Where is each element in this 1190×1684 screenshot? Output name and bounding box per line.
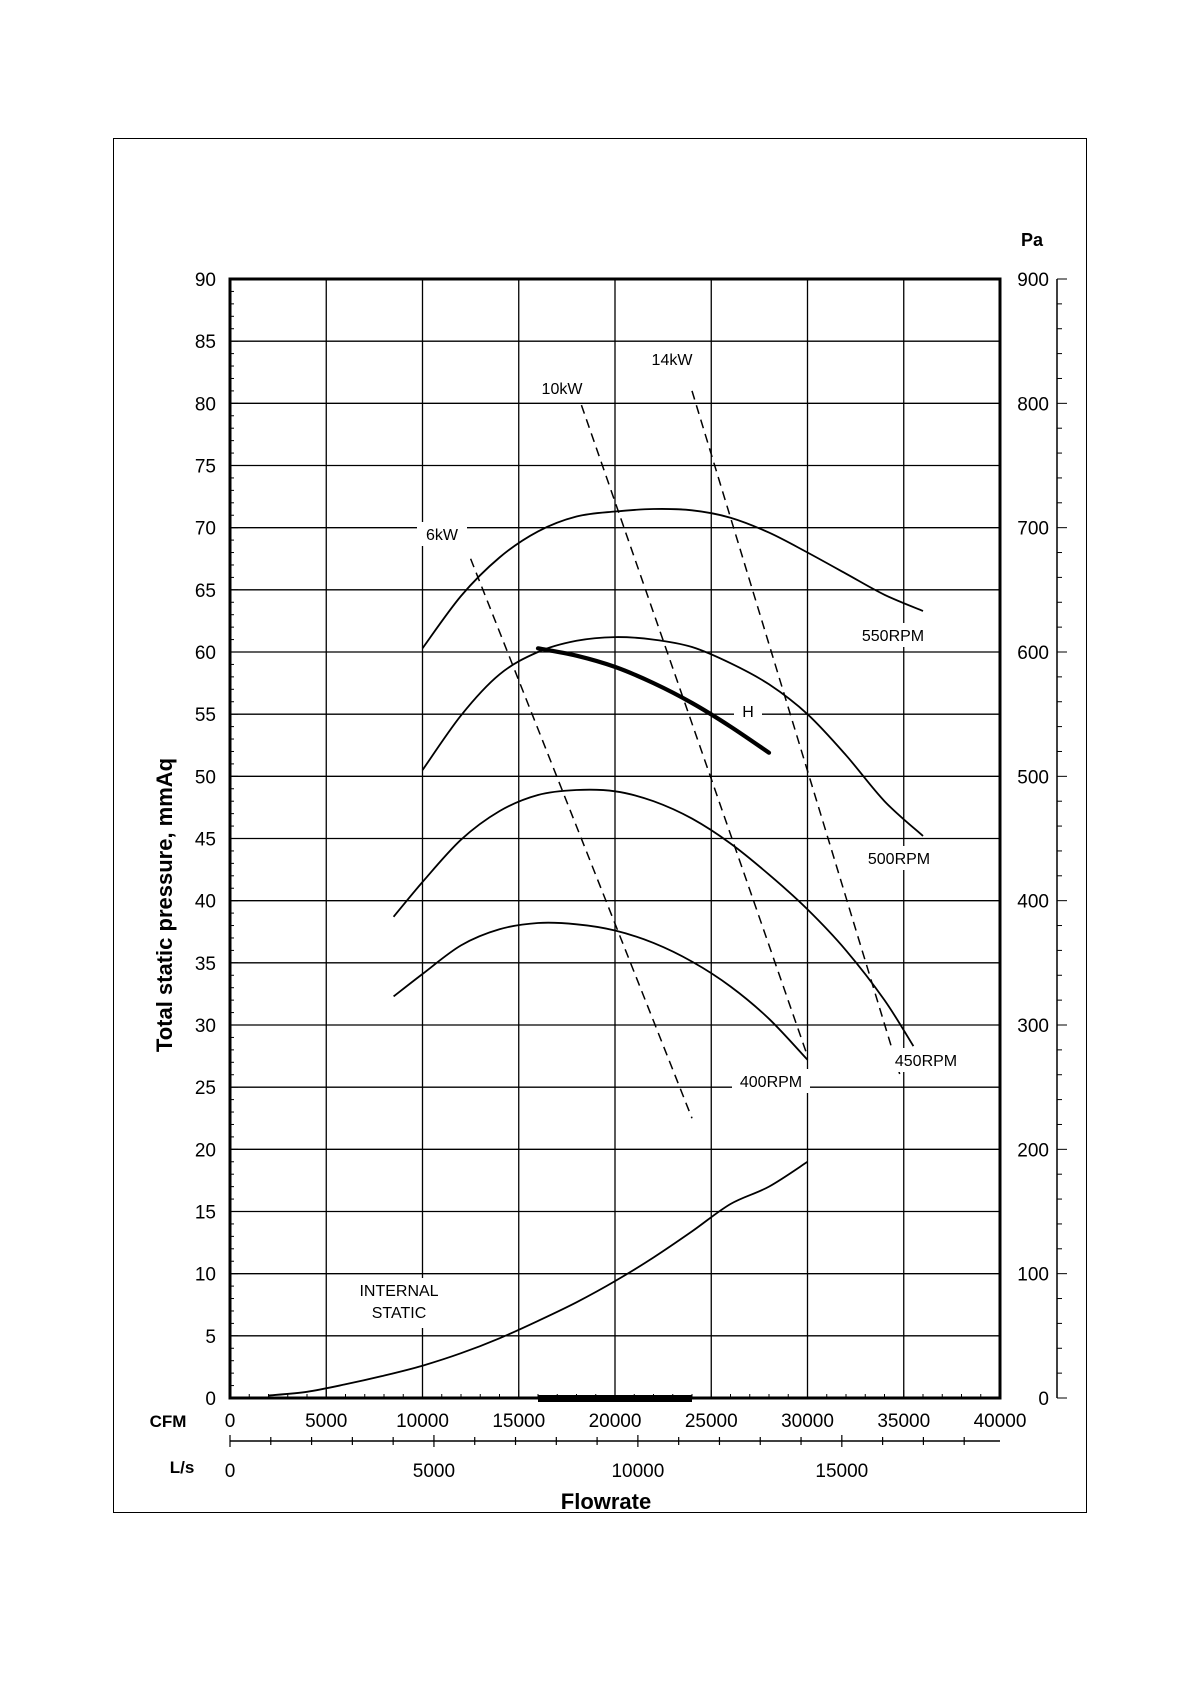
y-tick-label: 85 [194, 332, 216, 354]
y2-tick-label: 400 [1017, 891, 1049, 913]
label-500rpm: 500RPM [867, 851, 931, 868]
label-550rpm: 550RPM [861, 628, 925, 645]
cfm-tick-label: 0 [224, 1411, 236, 1432]
cfm-tick-label: 30000 [781, 1411, 834, 1432]
cfm-tick-label: 25000 [684, 1411, 738, 1432]
ls-tick-label: 15000 [815, 1461, 869, 1482]
cfm-tick-label: 15000 [492, 1411, 546, 1432]
cfm-tick-label: 35000 [877, 1411, 931, 1432]
y-tick-label: 55 [194, 705, 216, 727]
label-internal: INTERNAL [359, 1283, 439, 1300]
y-tick-label: 90 [194, 270, 216, 291]
y2-tick-label: 700 [1017, 518, 1049, 540]
y-tick-label: 65 [194, 580, 216, 602]
y-tick-label: 40 [194, 891, 216, 913]
y-tick-label: 75 [194, 456, 216, 478]
label-static: STATIC [371, 1305, 427, 1322]
y2-tick-label: 500 [1017, 767, 1049, 789]
cfm-tick-label: 10000 [396, 1411, 449, 1432]
y-tick-label: 30 [194, 1016, 216, 1037]
y-tick-label: 70 [194, 518, 216, 540]
y2-axis-title: Pa [1020, 230, 1044, 250]
y-tick-label: 35 [194, 953, 216, 975]
label-6kw: 6kW [426, 527, 458, 544]
y2-tick-label: 600 [1017, 643, 1049, 664]
y-axis-title: Total static pressure, mmAq [152, 757, 177, 1053]
ls-tick-label: 5000 [412, 1461, 456, 1482]
y-tick-label: 45 [194, 829, 216, 851]
y2-tick-label: 800 [1017, 394, 1049, 416]
label-14kw: 14kW [651, 352, 693, 369]
ls-tick-label: 0 [224, 1461, 236, 1482]
y-tick-label: 20 [194, 1140, 216, 1162]
y-tick-label: 5 [205, 1326, 216, 1348]
cfm-tick-label: 20000 [588, 1411, 642, 1432]
y-tick-label: 15 [194, 1202, 216, 1224]
internal-static-curve [269, 1162, 808, 1396]
y2-tick-label: 0 [1038, 1389, 1049, 1410]
y-tick-label: 10 [194, 1264, 216, 1286]
y-tick-label: 50 [194, 767, 216, 789]
y-tick-label: 0 [205, 1389, 216, 1410]
selection-range-bar [538, 1395, 692, 1402]
label-10kw: 10kW [541, 381, 583, 398]
y2-tick-label: 100 [1017, 1264, 1049, 1286]
rpm-curve-550rpm [423, 509, 924, 648]
x-axis-title: Flowrate [560, 1489, 652, 1514]
cfm-unit-label: CFM [149, 1412, 187, 1431]
y2-tick-label: 200 [1017, 1140, 1049, 1162]
ls-unit-label: L/s [169, 1458, 195, 1477]
y2-tick-label: 900 [1017, 270, 1049, 291]
power-line-10kw [577, 391, 808, 1056]
cfm-tick-label: 40000 [973, 1411, 1027, 1432]
y-tick-label: 80 [194, 394, 216, 416]
label-operating-h: H [742, 704, 754, 721]
y-tick-label: 25 [194, 1078, 216, 1100]
power-line-14kw [692, 391, 900, 1075]
y2-tick-label: 300 [1017, 1016, 1049, 1037]
cfm-tick-label: 5000 [305, 1411, 348, 1432]
rpm-curve-400rpm [394, 923, 808, 1060]
y-tick-label: 60 [194, 643, 216, 664]
label-450rpm: 450RPM [894, 1053, 958, 1070]
rpm-curve-450rpm [394, 790, 914, 1046]
label-400rpm: 400RPM [739, 1074, 803, 1091]
ls-tick-label: 10000 [611, 1461, 665, 1482]
